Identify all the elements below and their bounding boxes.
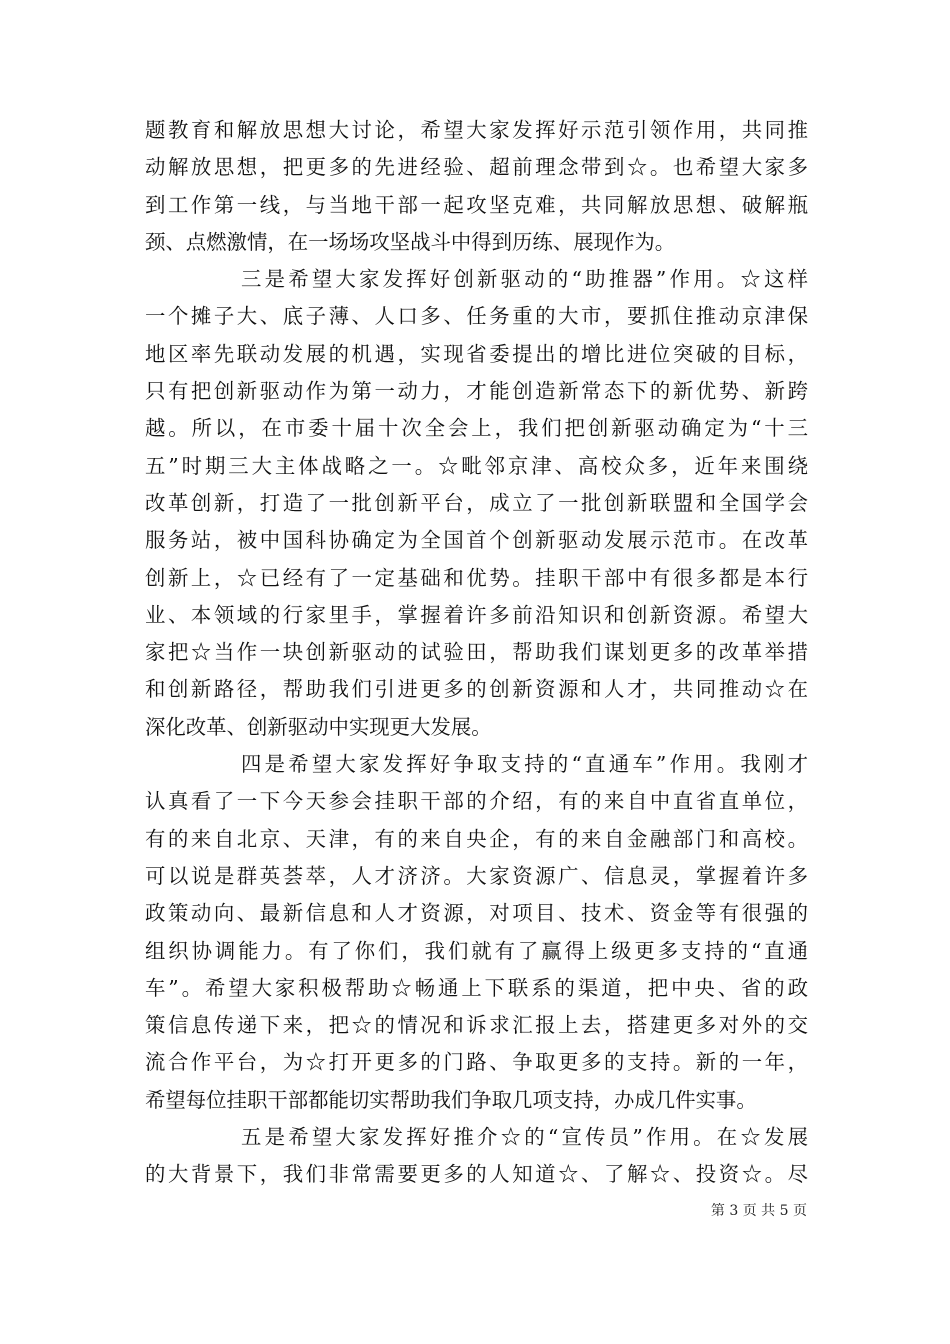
text-line: 五是希望大家发挥好推介☆的“宣传员”作用。在☆发展 xyxy=(241,1125,808,1150)
text-line: 业、本领域的行家里手，掌握着许多前沿知识和创新资源。希望大 xyxy=(145,602,808,627)
paragraph-express-train xyxy=(145,746,808,1119)
text-line: 颈、点燃激情，在一场场攻坚战斗中得到历练、展现作为。 xyxy=(145,229,676,254)
paragraph-publicist xyxy=(145,1119,808,1194)
text-line: 服务站，被中国科协确定为全国首个创新驱动发展示范市。在改革 xyxy=(145,528,808,553)
paragraph-continuation xyxy=(145,112,808,261)
text-line: 动解放思想，把更多的先进经验、超前理念带到☆。也希望大家多 xyxy=(145,155,808,180)
text-line: 只有把创新驱动作为第一动力，才能创造新常态下的新优势、新跨 xyxy=(145,379,808,404)
text-line: 家把☆当作一块创新驱动的试验田，帮助我们谋划更多的改革举措 xyxy=(145,640,808,665)
text-line: 一个摊子大、底子薄、人口多、任务重的大市，要抓住推动京津保 xyxy=(145,304,808,329)
text-line: 的大背景下，我们非常需要更多的人知道☆、了解☆、投资☆。尽 xyxy=(145,1162,808,1187)
text-line: 有的来自北京、天津，有的来自央企，有的来自金融部门和高校。 xyxy=(145,826,808,851)
text-line: 地区率先联动发展的机遇，实现省委提出的增比进位突破的目标， xyxy=(145,341,808,366)
body-text xyxy=(145,112,808,1194)
text-line: 政策动向、最新信息和人才资源，对项目、技术、资金等有很强的 xyxy=(145,901,808,926)
text-line: 流合作平台，为☆打开更多的门路、争取更多的支持。新的一年， xyxy=(145,1050,808,1075)
text-line: 改革创新，打造了一批创新平台，成立了一批创新联盟和全国学会 xyxy=(145,490,808,515)
text-line: 深化改革、创新驱动中实现更大发展。 xyxy=(145,714,492,739)
text-line: 希望每位挂职干部都能切实帮助我们争取几项支持，办成几件实事。 xyxy=(145,1087,757,1112)
text-line: 和创新路径，帮助我们引进更多的创新资源和人才，共同推动☆在 xyxy=(145,677,808,702)
text-line: 五”时期三大主体战略之一。☆毗邻京津、高校众多，近年来围绕 xyxy=(145,453,808,478)
text-line: 组织协调能力。有了你们，我们就有了赢得上级更多支持的“直通 xyxy=(145,938,808,963)
paragraph-innovation-driver xyxy=(145,261,808,746)
text-line: 可以说是群英荟萃，人才济济。大家资源广、信息灵，掌握着许多 xyxy=(145,863,808,888)
text-line: 越。所以，在市委十届十次全会上，我们把创新驱动确定为“十三 xyxy=(145,416,808,441)
text-line: 到工作第一线，与当地干部一起攻坚克难，共同解放思想、破解瓶 xyxy=(145,192,808,217)
text-line: 三是希望大家发挥好创新驱动的“助推器”作用。☆这样 xyxy=(241,267,808,292)
text-line: 题教育和解放思想大讨论，希望大家发挥好示范引领作用，共同推 xyxy=(145,118,808,142)
text-line: 认真看了一下今天参会挂职干部的介绍，有的来自中直省直单位， xyxy=(145,789,808,814)
text-line: 创新上，☆已经有了一定基础和优势。挂职干部中有很多都是本行 xyxy=(145,565,808,590)
text-line: 车”。希望大家积极帮助☆畅通上下联系的渠道，把中央、省的政 xyxy=(145,975,808,1000)
text-line: 策信息传递下来，把☆的情况和诉求汇报上去，搭建更多对外的交 xyxy=(145,1013,808,1038)
text-line: 四是希望大家发挥好争取支持的“直通车”作用。我刚才 xyxy=(241,752,808,777)
page-number: 第 3 页 共 5 页 xyxy=(710,1203,807,1219)
